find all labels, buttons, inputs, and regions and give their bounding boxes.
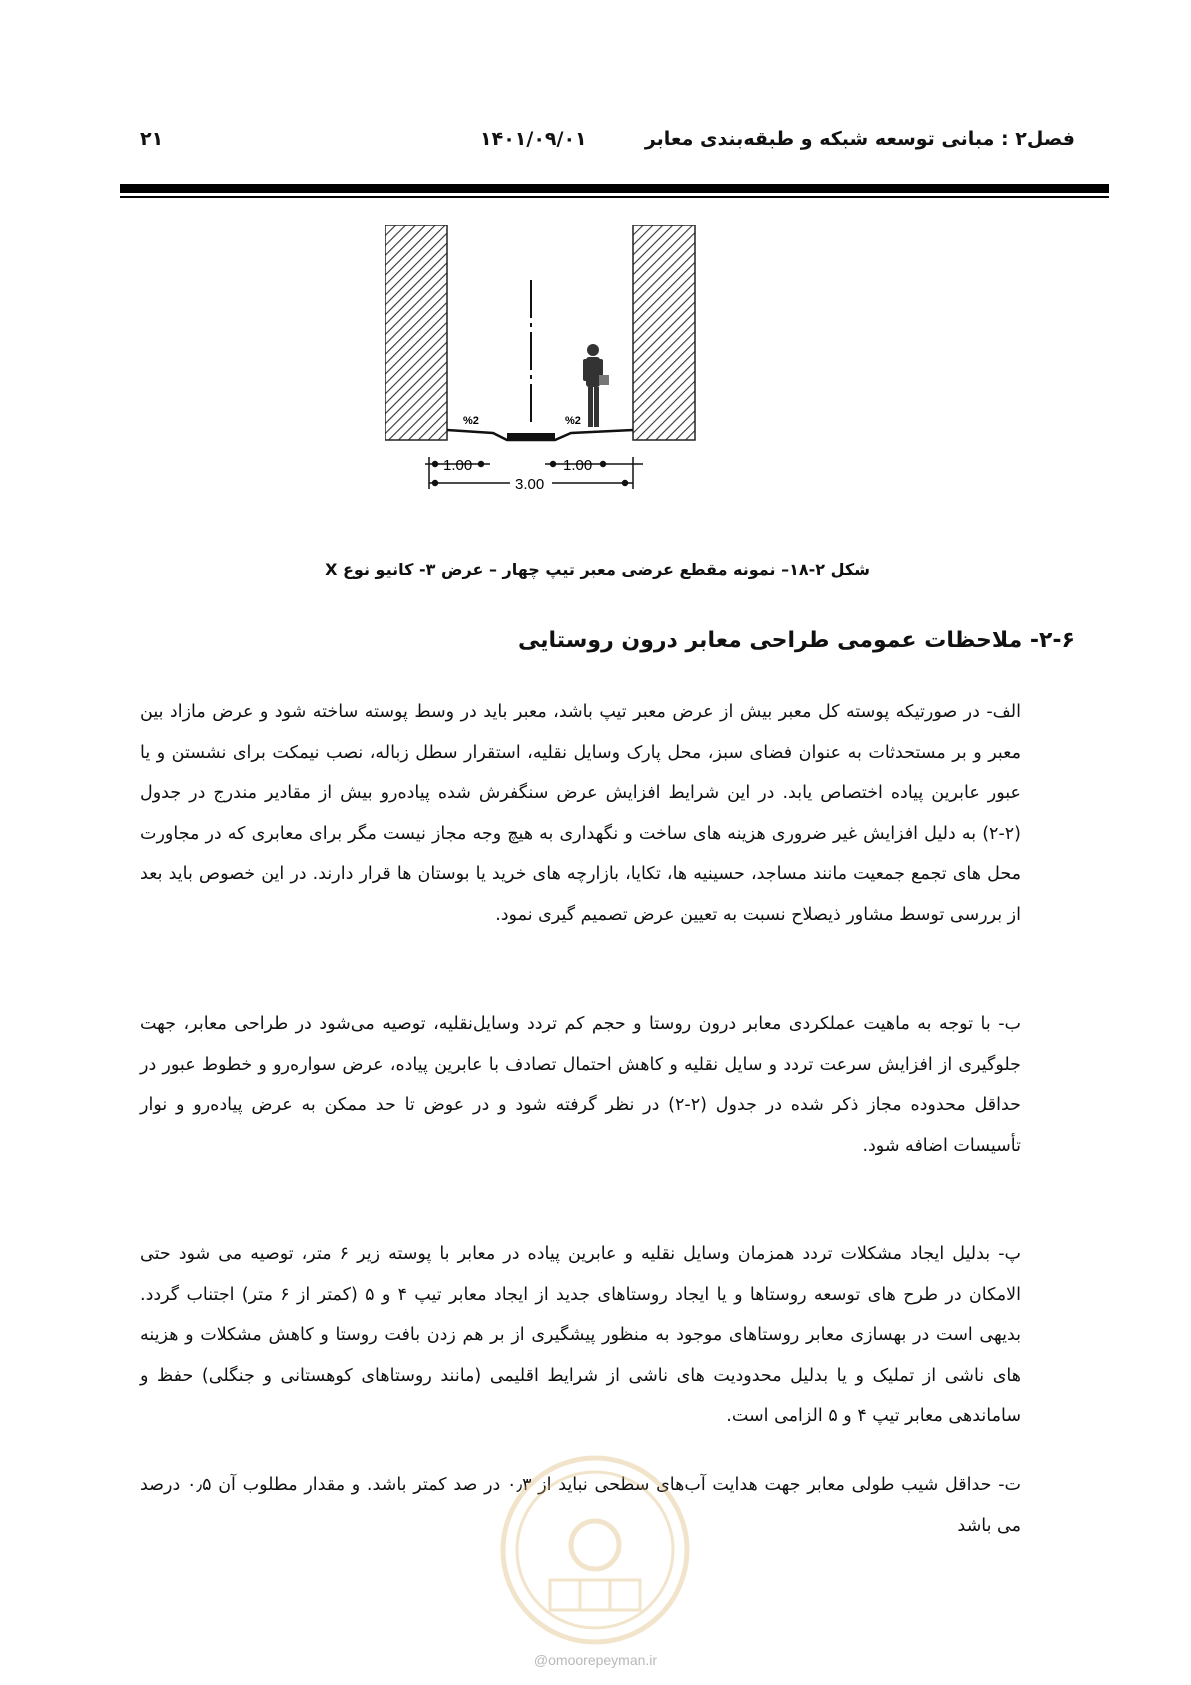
header-date: ۱۴۰۱/۰۹/۰۱: [480, 128, 587, 150]
section-heading: ۲-۶- ملاحظات عمومی طراحی معابر درون روستایی: [518, 628, 1075, 653]
cross-section-figure: [385, 225, 745, 535]
header-rule-thin: [120, 196, 1109, 198]
header-rule-thick: [120, 184, 1109, 193]
page-number: ۲۱: [140, 128, 164, 150]
pedestrian-figure: [583, 344, 609, 427]
paragraph-pe: پ- بدلیل ایجاد مشکلات تردد همزمان وسایل نقلیه و عابرین پیاده در معابر با پوسته زیر ۶ متر، توصیه می شود حتی الامکان در طرح های توسعه روستاها و یا ایجاد روستاهای جدید از ایجاد معابر تیپ ۴ و ۵ (کمتر از ۶ متر) اجتناب گردد. بدیهی است در بهسازی معابر روستاهای موجود به منظور پیشگیری از بر هم زدن بافت روستا و کاهش مشکلات و هزینه های ناشی از تملیک و یا بدلیل محدودیت های ناشی از شرایط اقلیمی (مانند روستاهای کوهستانی و جنگلی) حفظ و ساماندهی معابر تیپ ۴ و ۵ الزامی است.: [140, 1244, 1021, 1426]
left-wall: [385, 225, 447, 440]
paragraph-alef: الف- در صورتیکه پوسته کل معبر بیش از عرض معبر تیپ باشد، معبر باید در وسط پوسته ساخته شود و عرض مازاد بین معبر و بر مستحدثات به عنوان فضای سبز، محل پارک وسایل نقلیه، استقرار سطل زباله، نصب نیمکت برای نشستن و یا عبور عابرین پیاده اختصاص یابد. در این شرایط افزایش عرض سنگفرش شده پیاده‌رو بیش از مقادیر مندرج در جدول (۲-۲) به دلیل افزایش غیر ضروری هزینه های ساخت و نگهداری به هیچ وجه مجاز نیست مگر برای معابری که در مجاورت محل های تجمع جمعیت مانند مساجد، حسینیه ها، تکایا، بازارچه های خرید یا بوستان ها قرار دارند. در این خصوص باید بعد از بررسی توسط مشاور ذیصلاح نسبت به تعیین عرض تصمیم گیری نمود.: [140, 702, 1021, 925]
channel-center: [507, 433, 555, 440]
dimension-left-label: 1.00: [443, 457, 473, 474]
slope-label-left: %2: [463, 415, 479, 427]
figure-caption: شکل ۲-۱۸– نمونه مقطع عرضی معبر تیپ چهار – عرض ۳- کانیو نوع X: [325, 560, 870, 579]
paragraph-te: ت- حداقل شیب طولی معابر جهت هدایت آب‌های سطحی نباید از ۰٫۳ در صد کمتر باشد. و مقدار مطلوب آن ۰٫۵ درصد می باشد: [140, 1475, 1021, 1536]
right-wall: [633, 225, 695, 440]
watermark-logo: [495, 1450, 695, 1650]
paragraph-be: ب- با توجه به ماهیت عملکردی معابر درون روستا و حجم کم تردد وسایل‌نقلیه، توصیه می‌شود در طراحی معابر، جهت جلوگیری از افزایش سرعت تردد و سایل نقلیه و کاهش احتمال تصادف با عابرین پیاده، عرض سواره‌رو و خطوط عبور در حداقل محدوده مجاز ذکر شده در جدول (۲-۲) در نظر گرفته شود و در عوض تا حد ممکن به عرض پیاده‌رو و نوار تأسیسات اضافه شود.: [140, 1014, 1021, 1156]
dimension-total-label: 3.00: [515, 476, 545, 493]
chapter-title: فصل۲ : مبانی توسعه شبکه و طبقه‌بندی معابر: [644, 128, 1075, 150]
page-header: [120, 128, 1075, 164]
slope-label-right: %2: [565, 415, 581, 427]
watermark-handle: @omoorepeyman.ir: [533, 1652, 658, 1668]
dimension-right-label: 1.00: [563, 457, 593, 474]
